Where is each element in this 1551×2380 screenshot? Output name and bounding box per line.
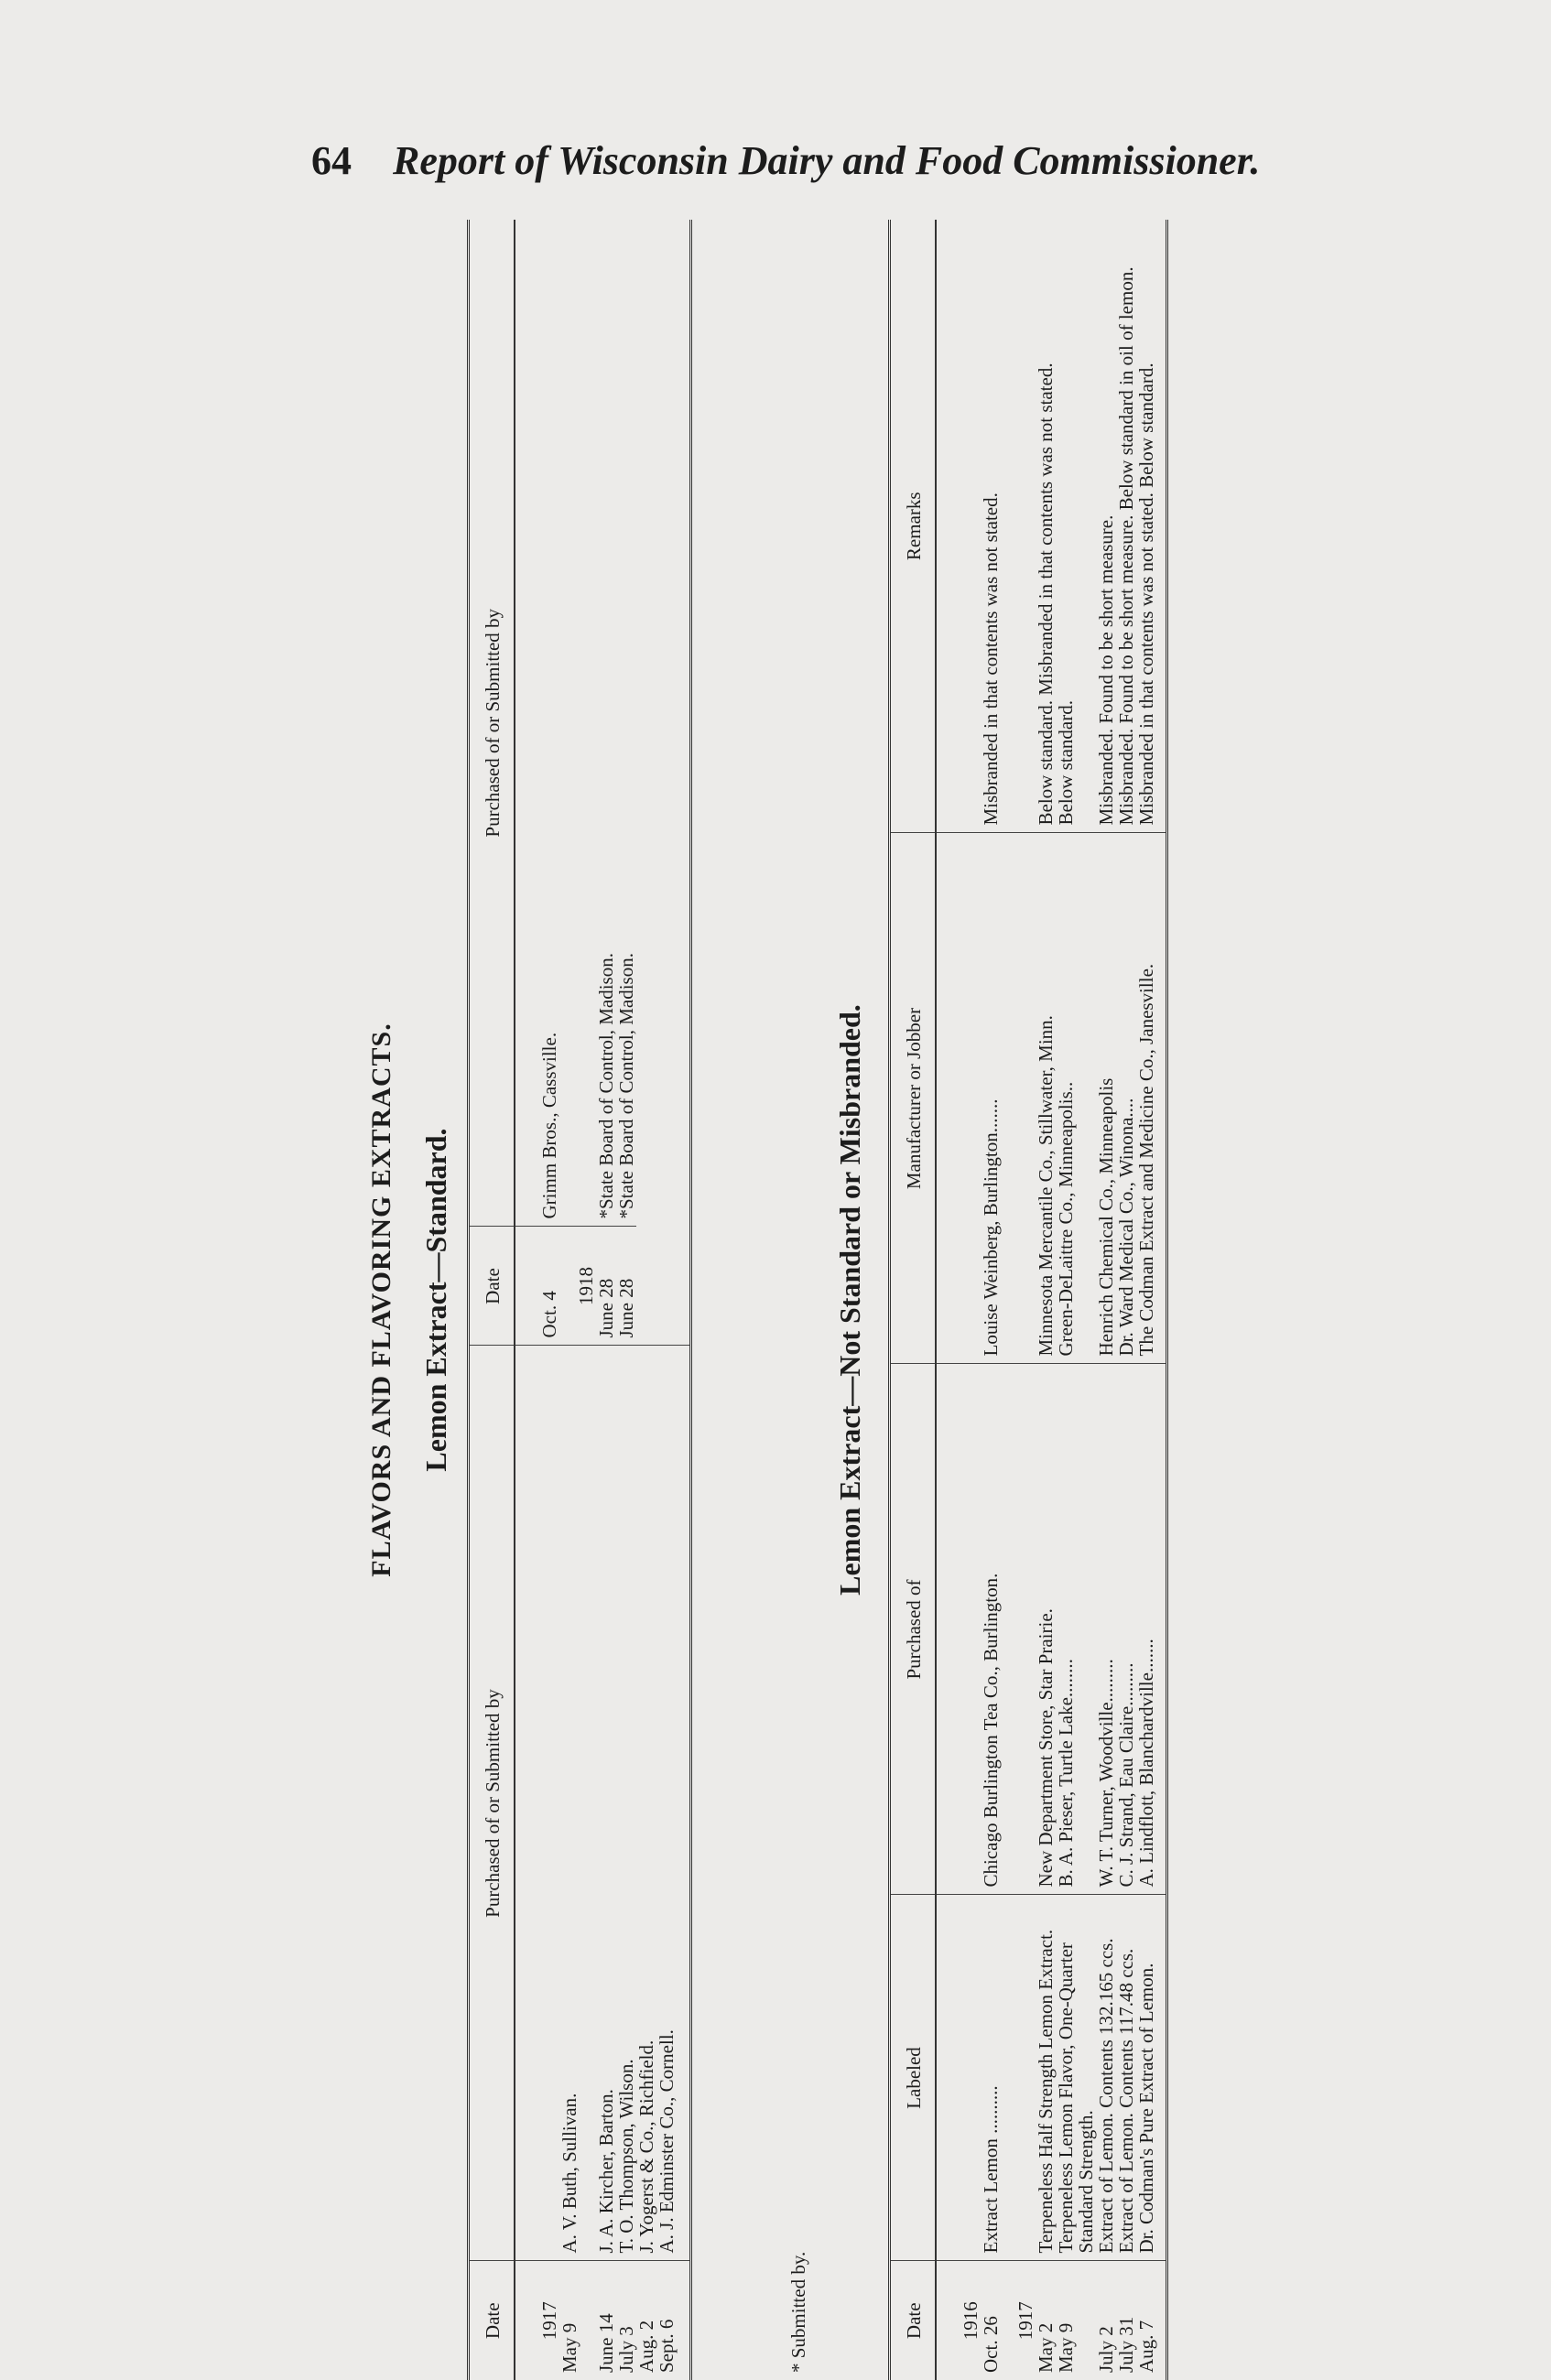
rotated-content <box>348 220 1383 2380</box>
table2-title: Lemon Extract—Not Standard or Misbranded. <box>833 1004 866 1596</box>
manufacturer-cell: Henrich Chemical Co., Minneapolis <box>1096 833 1116 1364</box>
manufacturer-cell: Green-DeLaittre Co., Minneapolis.. <box>1056 833 1096 1364</box>
labeled-cell: Dr. Codman's Pure Extract of Lemon. <box>1136 1895 1167 2261</box>
date-cell: May 9 <box>1055 2322 1077 2373</box>
purchased-cell: Chicago Burlington Tea Co., Burlington. <box>936 1364 1001 1895</box>
col-labeled: Labeled <box>890 1895 937 2261</box>
remarks-cell: Misbranded. Found to be short measure. <box>1096 220 1116 833</box>
misbranded-table <box>888 220 1168 2380</box>
page-header <box>311 137 1392 192</box>
remarks-cell: Misbranded. Found to be short measure. Below standard in oil of lemon. <box>1116 220 1136 833</box>
by-cell: *State Board of Control, Madison. <box>616 220 636 1227</box>
date-cell: Oct. 4 <box>515 1227 559 1346</box>
remarks-cell: Misbranded in that contents was not stated. Below standard. <box>1136 220 1167 833</box>
by-cell: Grimm Bros., Cassville. <box>515 220 559 1227</box>
by-cell: A. V. Buth, Sullivan. <box>559 1346 596 2261</box>
remarks-cell: Misbranded in that contents was not stated. <box>936 220 1001 833</box>
labeled-cell: Extract of Lemon. Contents 132.165 ccs. <box>1096 1895 1116 2261</box>
date-cell: 1916 Oct. 26 <box>960 2301 1002 2373</box>
col-date: Date <box>890 2261 937 2380</box>
labeled-cell: Terpeneless Lemon Flavor, One-Quarter Standard Strength. <box>1056 1895 1096 2261</box>
purchased-cell: W. T. Turner, Woodville......... <box>1096 1364 1116 1895</box>
manufacturer-cell: Dr. Ward Medical Co., Winona.... <box>1116 833 1136 1364</box>
year-1918: 1918 <box>559 1227 596 1346</box>
manufacturer-cell: Minnesota Mercantile Co., Stillwater, Minn. <box>1001 833 1056 1364</box>
purchased-cell: New Department Store, Star Prairie. <box>1001 1364 1056 1895</box>
col-remarks: Remarks <box>890 220 937 833</box>
date-cell: July 2 <box>1095 2326 1117 2373</box>
section-title: FLAVORS AND FLAVORING EXTRACTS. <box>366 1022 396 1577</box>
footnote: * Submitted by. <box>787 2251 809 2373</box>
table1-title: Lemon Extract—Standard. <box>419 1128 452 1472</box>
remarks-cell: Below standard. Misbranded in that contents was not stated. <box>1001 220 1056 833</box>
purchased-cell: C. J. Strand, Eau Claire......... <box>1116 1364 1136 1895</box>
date-cell: Aug. 2 <box>635 2320 657 2373</box>
col-date-1: Date <box>469 2261 515 2380</box>
col-manufacturer: Manufacturer or Jobber <box>890 833 937 1364</box>
by-cell: J. A. Kircher, Barton. <box>596 1346 616 2261</box>
labeled-cell: Extract Lemon .......... <box>936 1895 1001 2261</box>
date-cell: Sept. 6 <box>656 2319 678 2373</box>
year-1917: 1917 <box>538 2301 560 2341</box>
by-cell: A. J. Edminster Co., Cornell. <box>656 1346 691 2261</box>
by-cell: J. Yogerst & Co., Richfield. <box>636 1346 656 2261</box>
date-cell: July 31 <box>1115 2316 1137 2373</box>
date-cell: July 3 <box>615 2326 637 2373</box>
labeled-cell: Extract of Lemon. Contents 117.48 ccs. <box>1116 1895 1136 2261</box>
date-cell: June 28 <box>596 1227 616 1346</box>
remarks-cell: Below standard. <box>1056 220 1096 833</box>
by-cell: *State Board of Control, Madison. <box>596 220 616 1227</box>
col-purchased-2: Purchased of or Submitted by <box>469 220 515 1227</box>
date-cell: 1917 May 2 <box>1014 2301 1057 2373</box>
date-cell: June 28 <box>616 1227 636 1346</box>
manufacturer-cell: The Codman Extract and Medicine Co., Janesville. <box>1136 833 1167 1364</box>
running-title: Report of Wisconsin Dairy and Food Commissioner. <box>393 138 1261 183</box>
by-cell: T. O. Thompson, Wilson. <box>616 1346 636 2261</box>
page-number: 64 <box>311 138 352 183</box>
date-cell: June 14 <box>595 2313 617 2373</box>
col-purchased-1: Purchased of or Submitted by <box>469 1346 515 2261</box>
col-purchased-of: Purchased of <box>890 1364 937 1895</box>
date-cell: Aug. 7 <box>1135 2320 1157 2373</box>
purchased-cell: A. Lindflott, Blanchardville....... <box>1136 1364 1167 1895</box>
col-date-2: Date <box>469 1227 515 1346</box>
labeled-cell: Terpeneless Half Strength Lemon Extract. <box>1001 1895 1056 2261</box>
manufacturer-cell: Louise Weinberg, Burlington....... <box>936 833 1001 1364</box>
standard-table <box>467 220 692 2380</box>
date-cell: May 9 <box>559 2322 580 2373</box>
purchased-cell: B. A. Pieser, Turtle Lake........ <box>1056 1364 1096 1895</box>
